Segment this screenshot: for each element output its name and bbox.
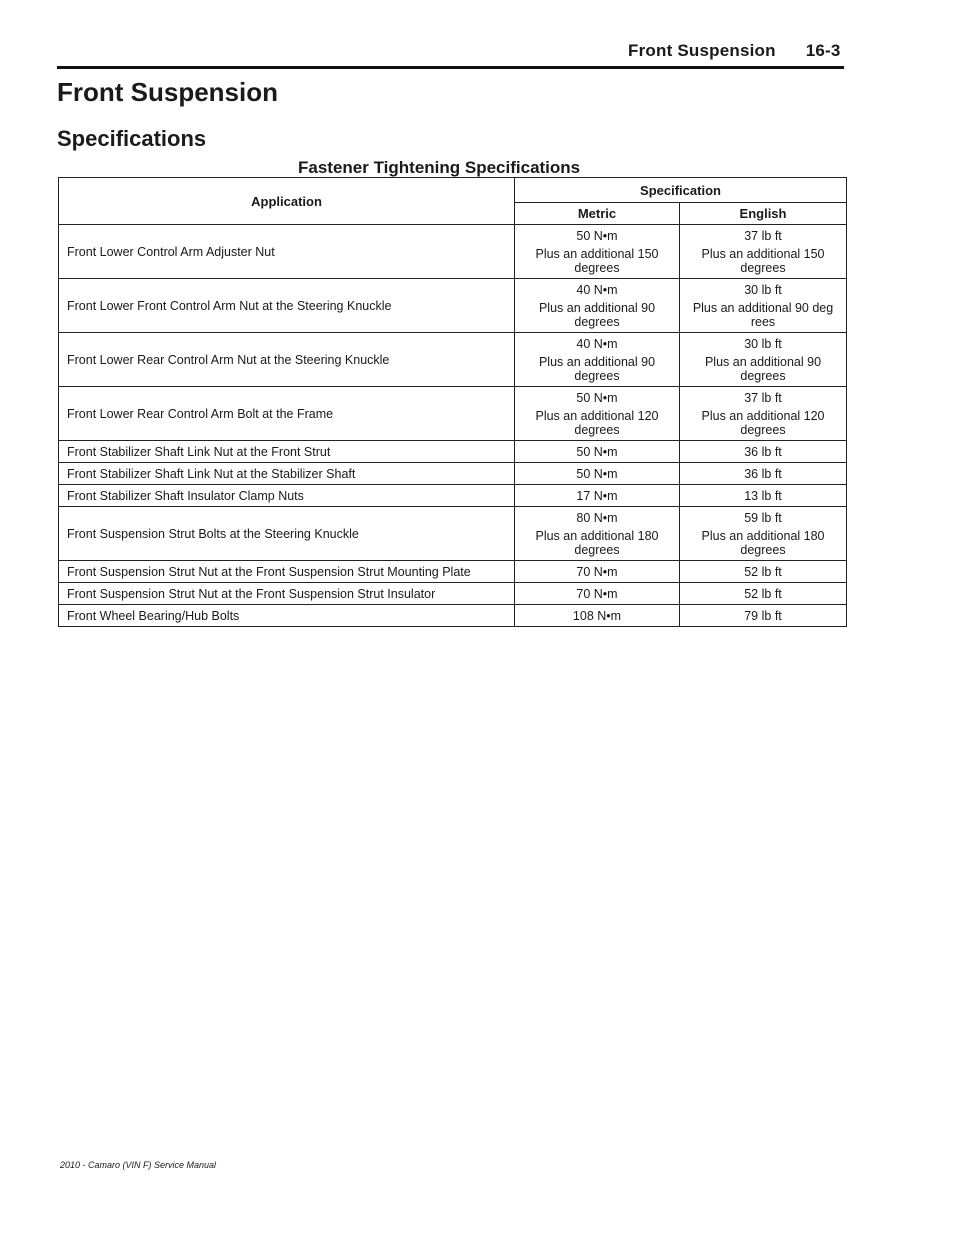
table-row xyxy=(59,507,847,561)
metric-value: 50 N•m xyxy=(576,444,618,459)
english-value: 36 lb ft xyxy=(744,466,782,481)
english-additional: Plus an additional 120 degrees xyxy=(701,408,825,437)
metric-additional: Plus an additional 150 degrees xyxy=(535,246,659,275)
header-rule xyxy=(57,66,844,69)
table-row xyxy=(59,333,847,387)
metric-additional: Plus an additional 90 degrees xyxy=(538,300,656,329)
english-cell xyxy=(680,561,847,583)
page-title: Front Suspension xyxy=(57,77,278,107)
table-row xyxy=(59,387,847,441)
english-value: 37 lb ft xyxy=(744,390,782,405)
english-cell xyxy=(680,507,847,561)
header-metric: Metric xyxy=(515,203,680,225)
footer-note: 2010 - Camaro (VIN F) Service Manual xyxy=(60,1160,217,1170)
english-cell xyxy=(680,485,847,507)
english-value: 52 lb ft xyxy=(744,586,782,601)
english-cell xyxy=(680,225,847,279)
english-value: 36 lb ft xyxy=(744,444,782,459)
metric-value: 50 N•m xyxy=(576,390,618,405)
header-specification: Specification xyxy=(515,178,847,203)
metric-value: 40 N•m xyxy=(576,336,618,351)
metric-cell xyxy=(515,485,680,507)
application-cell: Front Suspension Strut Nut at the Front Suspension Strut Mounting Plate xyxy=(59,561,515,583)
english-value: 13 lb ft xyxy=(744,488,782,503)
english-additional: Plus an additional 150 degrees xyxy=(701,246,825,275)
table-caption: Fastener Tightening Specifications xyxy=(298,158,581,177)
table-row xyxy=(59,441,847,463)
application-cell: Front Suspension Strut Nut at the Front Suspension Strut Insulator xyxy=(59,583,515,605)
metric-cell xyxy=(515,387,680,441)
metric-additional: Plus an additional 180 degrees xyxy=(535,528,659,557)
english-value: 30 lb ft xyxy=(744,282,782,297)
metric-cell xyxy=(515,279,680,333)
application-cell: Front Wheel Bearing/Hub Bolts xyxy=(59,605,515,627)
english-additional: Plus an additional 90 degrees xyxy=(704,354,822,383)
english-additional: Plus an additional 90 deg rees xyxy=(692,300,834,329)
english-cell xyxy=(680,387,847,441)
metric-value: 80 N•m xyxy=(576,510,618,525)
table-row xyxy=(59,561,847,583)
running-header-section: Front Suspension xyxy=(628,41,776,60)
metric-value: 70 N•m xyxy=(576,564,618,579)
metric-cell xyxy=(515,463,680,485)
metric-value: 40 N•m xyxy=(576,282,618,297)
table-row xyxy=(59,463,847,485)
application-cell: Front Stabilizer Shaft Link Nut at the Front Strut xyxy=(59,441,515,463)
english-value: 30 lb ft xyxy=(744,336,782,351)
application-cell: Front Lower Control Arm Adjuster Nut xyxy=(59,225,515,279)
english-value: 59 lb ft xyxy=(744,510,782,525)
header-english: English xyxy=(680,203,847,225)
metric-value: 70 N•m xyxy=(576,586,618,601)
table-row xyxy=(59,279,847,333)
english-cell xyxy=(680,463,847,485)
english-cell xyxy=(680,441,847,463)
application-cell: Front Stabilizer Shaft Insulator Clamp Nuts xyxy=(59,485,515,507)
metric-cell xyxy=(515,333,680,387)
metric-additional: Plus an additional 120 degrees xyxy=(535,408,659,437)
table-row xyxy=(59,485,847,507)
application-cell: Front Lower Rear Control Arm Nut at the Steering Knuckle xyxy=(59,333,515,387)
metric-cell xyxy=(515,441,680,463)
metric-cell xyxy=(515,561,680,583)
english-additional: Plus an additional 180 degrees xyxy=(701,528,825,557)
english-cell xyxy=(680,333,847,387)
table-body xyxy=(59,225,847,627)
application-cell: Front Suspension Strut Bolts at the Steering Knuckle xyxy=(59,507,515,561)
metric-value: 17 N•m xyxy=(576,488,618,503)
metric-value: 50 N•m xyxy=(576,228,618,243)
metric-cell xyxy=(515,583,680,605)
english-cell xyxy=(680,583,847,605)
metric-cell xyxy=(515,605,680,627)
metric-value: 50 N•m xyxy=(576,466,618,481)
table-row xyxy=(59,225,847,279)
header-application: Application xyxy=(59,178,515,225)
page-number: 16-3 xyxy=(805,41,841,60)
metric-value: 108 N•m xyxy=(572,608,622,623)
english-value: 79 lb ft xyxy=(744,608,782,623)
english-value: 52 lb ft xyxy=(744,564,782,579)
section-title: Specifications xyxy=(57,126,207,151)
english-cell xyxy=(680,605,847,627)
application-cell: Front Stabilizer Shaft Link Nut at the Stabilizer Shaft xyxy=(59,463,515,485)
metric-cell xyxy=(515,507,680,561)
application-cell: Front Lower Rear Control Arm Bolt at the Frame xyxy=(59,387,515,441)
fastener-spec-table xyxy=(58,177,847,627)
running-header xyxy=(628,41,841,61)
english-cell xyxy=(680,279,847,333)
table-row xyxy=(59,605,847,627)
application-cell: Front Lower Front Control Arm Nut at the Steering Knuckle xyxy=(59,279,515,333)
metric-additional: Plus an additional 90 degrees xyxy=(538,354,656,383)
english-value: 37 lb ft xyxy=(744,228,782,243)
table-row xyxy=(59,583,847,605)
metric-cell xyxy=(515,225,680,279)
